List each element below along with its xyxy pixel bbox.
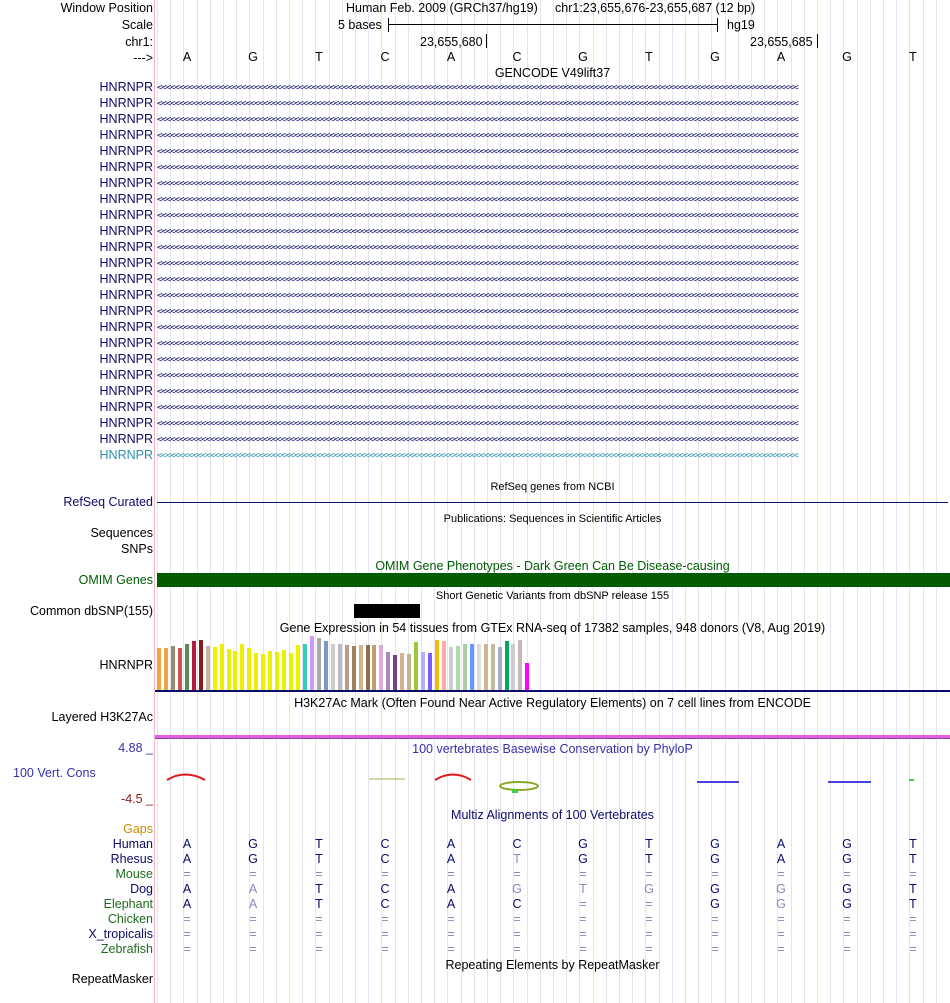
aligned-base: =	[513, 867, 521, 881]
gencode-transcript-label[interactable]: HNRNPR	[99, 416, 153, 430]
aligned-base: =	[843, 927, 851, 941]
phylop-min: -4.5 _	[121, 792, 153, 806]
gencode-transcript-line[interactable]: <<<<<<<<<<<<<<<<<<<<<<<<<<<<<<<<<<<<<<<<<<<<<<<<<<<<<<<<<<<<<<<<<<<<<<<<<<<<<<<<<<<<<<<<<<<<<<<<<<<<<<<<<<<<<<<<<<<<<<<<<<<<<<<<<<<<<<<<<<<<<<<<<	[157, 99, 798, 109]
aligned-base: =	[447, 912, 455, 926]
gtex-tissue-bar[interactable]	[511, 644, 515, 690]
aligned-base: =	[645, 867, 653, 881]
aligned-base: =	[711, 942, 719, 956]
gtex-tissue-bar[interactable]	[379, 645, 383, 690]
gencode-transcript-label[interactable]: HNRNPR	[99, 240, 153, 254]
gtex-tissue-bar[interactable]	[407, 654, 411, 690]
gtex-tissue-bar[interactable]	[220, 644, 224, 690]
gtex-tissue-bar[interactable]	[240, 644, 244, 690]
aligned-base: =	[645, 897, 653, 911]
gencode-transcript-line[interactable]: <<<<<<<<<<<<<<<<<<<<<<<<<<<<<<<<<<<<<<<<<<<<<<<<<<<<<<<<<<<<<<<<<<<<<<<<<<<<<<<<<<<<<<<<<<<<<<<<<<<<<<<<<<<<<<<<<<<<<<<<<<<<<<<<<<<<<<<<<<<<<<<<<	[157, 163, 798, 173]
gencode-transcript-line[interactable]: <<<<<<<<<<<<<<<<<<<<<<<<<<<<<<<<<<<<<<<<<<<<<<<<<<<<<<<<<<<<<<<<<<<<<<<<<<<<<<<<<<<<<<<<<<<<<<<<<<<<<<<<<<<<<<<<<<<<<<<<<<<<<<<<<<<<<<<<<<<<<<<<<	[157, 419, 798, 429]
omim-label[interactable]: OMIM Genes	[78, 573, 153, 587]
gtex-tissue-bar[interactable]	[303, 644, 307, 690]
aligned-base: C	[512, 897, 522, 911]
gencode-transcript-line[interactable]: <<<<<<<<<<<<<<<<<<<<<<<<<<<<<<<<<<<<<<<<<<<<<<<<<<<<<<<<<<<<<<<<<<<<<<<<<<<<<<<<<<<<<<<<<<<<<<<<<<<<<<<<<<<<<<<<<<<<<<<<<<<<<<<<<<<<<<<<<<<<<<<<<	[157, 83, 798, 93]
aligned-base: =	[381, 942, 389, 956]
aligned-base: G	[842, 882, 852, 896]
aligned-base: A	[248, 882, 258, 896]
gtex-baseline	[155, 690, 950, 692]
aligned-base: =	[777, 927, 785, 941]
gtex-tissue-bar[interactable]	[185, 644, 189, 690]
pubs-label-snps[interactable]: SNPs	[121, 542, 153, 556]
aligned-base: =	[909, 912, 917, 926]
multiz-title: Multiz Alignments of 100 Vertebrates	[451, 808, 654, 822]
gencode-transcript-line[interactable]: <<<<<<<<<<<<<<<<<<<<<<<<<<<<<<<<<<<<<<<<<<<<<<<<<<<<<<<<<<<<<<<<<<<<<<<<<<<<<<<<<<<<<<<<<<<<<<<<<<<<<<<<<<<<<<<<<<<<<<<<<<<<<<<<<<<<<<<<<<<<<<<<<	[157, 403, 798, 413]
aligned-base: A	[182, 882, 192, 896]
aligned-base: T	[909, 837, 917, 851]
aligned-base: G	[776, 882, 786, 896]
position-tick-label-1: 23,655,680	[420, 35, 483, 49]
aligned-base: =	[579, 942, 587, 956]
aligned-base: =	[909, 927, 917, 941]
aligned-base: T	[315, 852, 323, 866]
phylop-dip	[500, 782, 538, 790]
base-letter: A	[776, 50, 786, 64]
aligned-base: =	[447, 927, 455, 941]
gencode-title: GENCODE V49lift37	[494, 66, 611, 80]
gtex-tissue-bar[interactable]	[275, 652, 279, 690]
gtex-tissue-bar[interactable]	[192, 641, 196, 690]
gencode-transcript-line[interactable]: <<<<<<<<<<<<<<<<<<<<<<<<<<<<<<<<<<<<<<<<<<<<<<<<<<<<<<<<<<<<<<<<<<<<<<<<<<<<<<<<<<<<<<<<<<<<<<<<<<<<<<<<<<<<<<<<<<<<<<<<<<<<<<<<<<<<<<<<<<<<<<<<<	[157, 387, 798, 397]
gtex-tissue-bar[interactable]	[164, 648, 168, 690]
gencode-transcript-label[interactable]: HNRNPR	[99, 448, 153, 462]
aligned-base: =	[777, 912, 785, 926]
aligned-base: =	[843, 912, 851, 926]
gencode-transcript-label[interactable]: HNRNPR	[99, 432, 153, 446]
aligned-base: =	[447, 867, 455, 881]
gtex-tissue-bar[interactable]	[505, 641, 509, 690]
gencode-transcript-line[interactable]: <<<<<<<<<<<<<<<<<<<<<<<<<<<<<<<<<<<<<<<<<<<<<<<<<<<<<<<<<<<<<<<<<<<<<<<<<<<<<<<<<<<<<<<<<<<<<<<<<<<<<<<<<<<<<<<<<<<<<<<<<<<<<<<<<<<<<<<<<<<<<<<<<	[157, 435, 798, 445]
phylop-title: 100 vertebrates Basewise Conservation by PhyloP	[412, 742, 693, 756]
aligned-base: T	[645, 837, 653, 851]
gtex-tissue-bar[interactable]	[268, 651, 272, 690]
aligned-base: G	[644, 882, 654, 896]
aligned-base: A	[182, 837, 192, 851]
aligned-base: T	[315, 882, 323, 896]
aligned-base: A	[776, 837, 786, 851]
repeat-title: Repeating Elements by RepeatMasker	[445, 958, 660, 972]
phylop-peak-1	[167, 775, 205, 781]
base-letter: G	[842, 50, 852, 64]
gtex-tissue-bar[interactable]	[498, 647, 502, 690]
gencode-transcript-line[interactable]: <<<<<<<<<<<<<<<<<<<<<<<<<<<<<<<<<<<<<<<<<<<<<<<<<<<<<<<<<<<<<<<<<<<<<<<<<<<<<<<<<<<<<<<<<<<<<<<<<<<<<<<<<<<<<<<<<<<<<<<<<<<<<<<<<<<<<<<<<<<<<<<<<	[157, 451, 798, 461]
aligned-base: =	[513, 912, 521, 926]
aligned-base: =	[183, 912, 191, 926]
aligned-base: C	[380, 897, 390, 911]
position-readout: chr1:23,655,676-23,655,687 (12 bp)	[555, 1, 756, 15]
gencode-transcript-label[interactable]: HNRNPR	[99, 192, 153, 206]
aligned-base: =	[315, 867, 323, 881]
omim-title: OMIM Gene Phenotypes - Dark Green Can Be Disease-causing	[375, 559, 730, 573]
aligned-base: C	[380, 837, 390, 851]
gtex-tissue-bar[interactable]	[463, 644, 467, 690]
label-divider	[154, 0, 155, 1003]
species-label[interactable]: Zebrafish	[100, 942, 153, 956]
aligned-base: G	[710, 897, 720, 911]
aligned-base: =	[315, 912, 323, 926]
dbsnp-label[interactable]: Common dbSNP(155)	[30, 604, 153, 618]
gencode-transcript-line[interactable]: <<<<<<<<<<<<<<<<<<<<<<<<<<<<<<<<<<<<<<<<<<<<<<<<<<<<<<<<<<<<<<<<<<<<<<<<<<<<<<<<<<<<<<<<<<<<<<<<<<<<<<<<<<<<<<<<<<<<<<<<<<<<<<<<<<<<<<<<<<<<<<<<<	[157, 355, 798, 365]
gtex-tissue-bar[interactable]	[213, 647, 217, 690]
aligned-base: =	[777, 942, 785, 956]
pubs-label-sequences[interactable]: Sequences	[90, 526, 153, 540]
phylop-label[interactable]: 100 Vert. Cons	[13, 766, 96, 780]
gencode-transcript-line[interactable]: <<<<<<<<<<<<<<<<<<<<<<<<<<<<<<<<<<<<<<<<<<<<<<<<<<<<<<<<<<<<<<<<<<<<<<<<<<<<<<<<<<<<<<<<<<<<<<<<<<<<<<<<<<<<<<<<<<<<<<<<<<<<<<<<<<<<<<<<<<<<<<<<<	[157, 259, 798, 269]
aligned-base: =	[579, 912, 587, 926]
scale-label: Scale	[121, 18, 153, 32]
aligned-base: A	[446, 897, 456, 911]
aligned-base: G	[842, 897, 852, 911]
aligned-base: =	[579, 867, 587, 881]
refseq-line[interactable]	[157, 502, 948, 503]
gencode-transcript-line[interactable]: <<<<<<<<<<<<<<<<<<<<<<<<<<<<<<<<<<<<<<<<<<<<<<<<<<<<<<<<<<<<<<<<<<<<<<<<<<<<<<<<<<<<<<<<<<<<<<<<<<<<<<<<<<<<<<<<<<<<<<<<<<<<<<<<<<<<<<<<<<<<<<<<<	[157, 339, 798, 349]
gencode-transcript-label[interactable]: HNRNPR	[99, 96, 153, 110]
aligned-base: G	[710, 882, 720, 896]
gencode-transcript-line[interactable]: <<<<<<<<<<<<<<<<<<<<<<<<<<<<<<<<<<<<<<<<<<<<<<<<<<<<<<<<<<<<<<<<<<<<<<<<<<<<<<<<<<<<<<<<<<<<<<<<<<<<<<<<<<<<<<<<<<<<<<<<<<<<<<<<<<<<<<<<<<<<<<<<<	[157, 307, 798, 317]
gencode-transcript-label[interactable]: HNRNPR	[99, 160, 153, 174]
h3k27-title: H3K27Ac Mark (Often Found Near Active Regulatory Elements) on 7 cell lines from ENCODE	[294, 696, 811, 710]
aligned-base: G	[248, 852, 258, 866]
aligned-base: =	[513, 927, 521, 941]
aligned-base: C	[380, 852, 390, 866]
base-letter: G	[710, 50, 720, 64]
aligned-base: T	[513, 852, 521, 866]
gencode-transcript-label[interactable]: HNRNPR	[99, 368, 153, 382]
aligned-base: =	[909, 942, 917, 956]
gencode-transcript-line[interactable]: <<<<<<<<<<<<<<<<<<<<<<<<<<<<<<<<<<<<<<<<<<<<<<<<<<<<<<<<<<<<<<<<<<<<<<<<<<<<<<<<<<<<<<<<<<<<<<<<<<<<<<<<<<<<<<<<<<<<<<<<<<<<<<<<<<<<<<<<<<<<<<<<<	[157, 227, 798, 237]
aligned-base: =	[843, 942, 851, 956]
gencode-transcript-label[interactable]: HNRNPR	[99, 384, 153, 398]
gencode-transcript-line[interactable]: <<<<<<<<<<<<<<<<<<<<<<<<<<<<<<<<<<<<<<<<<<<<<<<<<<<<<<<<<<<<<<<<<<<<<<<<<<<<<<<<<<<<<<<<<<<<<<<<<<<<<<<<<<<<<<<<<<<<<<<<<<<<<<<<<<<<<<<<<<<<<<<<<	[157, 291, 798, 301]
gtex-tissue-bar[interactable]	[296, 645, 300, 690]
gtex-tissue-bar[interactable]	[400, 653, 404, 690]
aligned-base: =	[579, 927, 587, 941]
aligned-base: T	[645, 852, 653, 866]
aligned-base: G	[842, 852, 852, 866]
aligned-base: T	[909, 897, 917, 911]
gtex-tissue-bar[interactable]	[233, 651, 237, 690]
pubs-title: Publications: Sequences in Scientific Articles	[443, 513, 662, 525]
species-label[interactable]: Dog	[130, 882, 153, 896]
aligned-base: A	[446, 837, 456, 851]
species-label[interactable]: X_tropicalis	[88, 927, 153, 941]
base-letter: T	[909, 50, 917, 64]
aligned-base: A	[446, 882, 456, 896]
aligned-base: =	[843, 867, 851, 881]
omim-bar[interactable]	[157, 573, 950, 587]
aligned-base: G	[578, 837, 588, 851]
aligned-base: G	[578, 852, 588, 866]
aligned-base: =	[249, 912, 257, 926]
gtex-tissue-bar[interactable]	[324, 641, 328, 690]
gencode-transcript-label[interactable]: HNRNPR	[99, 128, 153, 142]
gencode-transcript-label[interactable]: HNRNPR	[99, 304, 153, 318]
gtex-tissue-bar[interactable]	[157, 648, 161, 690]
gtex-tissue-bar[interactable]	[525, 663, 529, 690]
repeat-label[interactable]: RepeatMasker	[71, 972, 153, 986]
gtex-tissue-bar[interactable]	[393, 655, 397, 690]
gencode-transcript-label[interactable]: HNRNPR	[99, 112, 153, 126]
phylop-max: 4.88 _	[118, 741, 153, 755]
species-label[interactable]: Human	[112, 837, 153, 851]
base-letter: G	[248, 50, 258, 64]
aligned-base: T	[579, 882, 587, 896]
aligned-base: =	[249, 927, 257, 941]
phylop-peak-2	[435, 775, 471, 781]
aligned-base: A	[248, 897, 258, 911]
gtex-tissue-bar[interactable]	[206, 646, 210, 690]
gtex-tissue-bar[interactable]	[345, 645, 349, 690]
gtex-tissue-bar[interactable]	[247, 648, 251, 690]
gtex-tissue-bar[interactable]	[421, 652, 425, 690]
aligned-base: =	[381, 927, 389, 941]
gencode-transcript-line[interactable]: <<<<<<<<<<<<<<<<<<<<<<<<<<<<<<<<<<<<<<<<<<<<<<<<<<<<<<<<<<<<<<<<<<<<<<<<<<<<<<<<<<<<<<<<<<<<<<<<<<<<<<<<<<<<<<<<<<<<<<<<<<<<<<<<<<<<<<<<<<<<<<<<<	[157, 179, 798, 189]
aligned-base: =	[315, 942, 323, 956]
base-letter: T	[645, 50, 653, 64]
gencode-transcript-label[interactable]: HNRNPR	[99, 336, 153, 350]
scale-bar	[388, 24, 718, 25]
scale-bar-right-tick	[717, 18, 718, 32]
gtex-tissue-bar[interactable]	[338, 644, 342, 690]
aligned-base: =	[645, 912, 653, 926]
gencode-transcript-line[interactable]: <<<<<<<<<<<<<<<<<<<<<<<<<<<<<<<<<<<<<<<<<<<<<<<<<<<<<<<<<<<<<<<<<<<<<<<<<<<<<<<<<<<<<<<<<<<<<<<<<<<<<<<<<<<<<<<<<<<<<<<<<<<<<<<<<<<<<<<<<<<<<<<<<	[157, 275, 798, 285]
phylop-dip-mark	[512, 789, 518, 793]
aligned-base: T	[909, 882, 917, 896]
aligned-base: =	[315, 927, 323, 941]
aligned-base: A	[182, 897, 192, 911]
aligned-base: A	[446, 852, 456, 866]
gtex-tissue-bar[interactable]	[317, 638, 321, 690]
gtex-tissue-bar[interactable]	[199, 640, 203, 690]
aligned-base: G	[710, 837, 720, 851]
dbsnp-title: Short Genetic Variants from dbSNP release 155	[435, 590, 670, 602]
gencode-transcript-line[interactable]: <<<<<<<<<<<<<<<<<<<<<<<<<<<<<<<<<<<<<<<<<<<<<<<<<<<<<<<<<<<<<<<<<<<<<<<<<<<<<<<<<<<<<<<<<<<<<<<<<<<<<<<<<<<<<<<<<<<<<<<<<<<<<<<<<<<<<<<<<<<<<<<<<	[157, 243, 798, 253]
species-label[interactable]: Elephant	[103, 897, 153, 911]
gtex-tissue-bar[interactable]	[331, 644, 335, 690]
gencode-transcript-label[interactable]: HNRNPR	[99, 256, 153, 270]
gencode-transcript-label[interactable]: HNRNPR	[99, 288, 153, 302]
aligned-base: T	[909, 852, 917, 866]
aligned-base: =	[249, 942, 257, 956]
dbsnp-variant-block[interactable]	[354, 604, 420, 618]
aligned-base: =	[183, 867, 191, 881]
position-tick-1	[486, 34, 487, 48]
species-label[interactable]: Chicken	[107, 912, 153, 926]
gtex-tissue-bar[interactable]	[227, 649, 231, 690]
gtex-tissue-bar[interactable]	[435, 640, 439, 690]
gencode-transcript-line[interactable]: <<<<<<<<<<<<<<<<<<<<<<<<<<<<<<<<<<<<<<<<<<<<<<<<<<<<<<<<<<<<<<<<<<<<<<<<<<<<<<<<<<<<<<<<<<<<<<<<<<<<<<<<<<<<<<<<<<<<<<<<<<<<<<<<<<<<<<<<<<<<<<<<<	[157, 371, 798, 381]
gencode-transcript-label[interactable]: HNRNPR	[99, 320, 153, 334]
db-name: hg19	[727, 18, 755, 32]
gtex-title: Gene Expression in 54 tissues from GTEx RNA-seq of 17382 samples, 948 donors (V8, Aug 2019)	[279, 621, 826, 635]
refseq-title: RefSeq genes from NCBI	[490, 481, 615, 493]
aligned-base: G	[710, 852, 720, 866]
base-letter: T	[315, 50, 323, 64]
aligned-base: =	[381, 912, 389, 926]
window-position-label: Window Position	[60, 1, 153, 15]
gtex-tissue-bar[interactable]	[491, 644, 495, 690]
gencode-transcript-label[interactable]: HNRNPR	[99, 400, 153, 414]
gencode-transcript-line[interactable]: <<<<<<<<<<<<<<<<<<<<<<<<<<<<<<<<<<<<<<<<<<<<<<<<<<<<<<<<<<<<<<<<<<<<<<<<<<<<<<<<<<<<<<<<<<<<<<<<<<<<<<<<<<<<<<<<<<<<<<<<<<<<<<<<<<<<<<<<<<<<<<<<<	[157, 115, 798, 125]
h3k27-label[interactable]: Layered H3K27Ac	[51, 710, 153, 724]
base-letter: C	[380, 50, 390, 64]
aligned-base: =	[645, 942, 653, 956]
gtex-tissue-bar[interactable]	[352, 646, 356, 690]
base-letter: A	[182, 50, 192, 64]
scale-bar-left-tick	[388, 18, 389, 32]
refseq-label[interactable]: RefSeq Curated	[63, 495, 153, 509]
gencode-transcript-label[interactable]: HNRNPR	[99, 352, 153, 366]
gencode-transcript-label[interactable]: HNRNPR	[99, 224, 153, 238]
gtex-tissue-bar[interactable]	[261, 654, 265, 690]
gtex-tissue-bar[interactable]	[178, 648, 182, 690]
aligned-base: =	[909, 867, 917, 881]
gtex-tissue-bar[interactable]	[372, 645, 376, 690]
species-label[interactable]: Rhesus	[110, 852, 153, 866]
gtex-tissue-bar[interactable]	[282, 650, 286, 690]
aligned-base: =	[777, 867, 785, 881]
aligned-base: =	[381, 867, 389, 881]
scale-text: 5 bases	[338, 18, 382, 32]
base-letter: G	[578, 50, 588, 64]
gtex-tissue-bar[interactable]	[477, 644, 481, 690]
gtex-tissue-bar[interactable]	[386, 652, 390, 690]
aligned-base: G	[842, 837, 852, 851]
gtex-tissue-bar[interactable]	[414, 642, 418, 690]
gencode-transcript-line[interactable]: <<<<<<<<<<<<<<<<<<<<<<<<<<<<<<<<<<<<<<<<<<<<<<<<<<<<<<<<<<<<<<<<<<<<<<<<<<<<<<<<<<<<<<<<<<<<<<<<<<<<<<<<<<<<<<<<<<<<<<<<<<<<<<<<<<<<<<<<<<<<<<<<<	[157, 323, 798, 333]
gencode-transcript-line[interactable]: <<<<<<<<<<<<<<<<<<<<<<<<<<<<<<<<<<<<<<<<<<<<<<<<<<<<<<<<<<<<<<<<<<<<<<<<<<<<<<<<<<<<<<<<<<<<<<<<<<<<<<<<<<<<<<<<<<<<<<<<<<<<<<<<<<<<<<<<<<<<<<<<<	[157, 147, 798, 157]
phylop-plot[interactable]	[157, 768, 950, 798]
position-tick-2	[817, 34, 818, 48]
assembly-name: Human Feb. 2009 (GRCh37/hg19)	[346, 1, 538, 15]
gtex-tissue-bar[interactable]	[254, 653, 258, 690]
gtex-tissue-bar[interactable]	[518, 640, 522, 690]
aligned-base: =	[513, 942, 521, 956]
base-letter: C	[512, 50, 522, 64]
aligned-base: =	[249, 867, 257, 881]
aligned-base: G	[512, 882, 522, 896]
gencode-transcript-line[interactable]: <<<<<<<<<<<<<<<<<<<<<<<<<<<<<<<<<<<<<<<<<<<<<<<<<<<<<<<<<<<<<<<<<<<<<<<<<<<<<<<<<<<<<<<<<<<<<<<<<<<<<<<<<<<<<<<<<<<<<<<<<<<<<<<<<<<<<<<<<<<<<<<<<	[157, 131, 798, 141]
position-tick-label-2: 23,655,685	[750, 35, 813, 49]
aligned-base: C	[380, 882, 390, 896]
gtex-tissue-bar[interactable]	[310, 636, 314, 690]
aligned-base: T	[315, 897, 323, 911]
gencode-transcript-label[interactable]: HNRNPR	[99, 80, 153, 94]
aligned-base: =	[579, 897, 587, 911]
chr-label: chr1:	[125, 35, 153, 49]
gtex-tissue-bar[interactable]	[442, 641, 446, 690]
gtex-tissue-bar[interactable]	[449, 647, 453, 690]
aligned-base: =	[183, 927, 191, 941]
gtex-tissue-bar[interactable]	[171, 646, 175, 690]
gtex-tissue-bar[interactable]	[456, 646, 460, 690]
gencode-transcript-label[interactable]: HNRNPR	[99, 144, 153, 158]
gencode-transcript-line[interactable]: <<<<<<<<<<<<<<<<<<<<<<<<<<<<<<<<<<<<<<<<<<<<<<<<<<<<<<<<<<<<<<<<<<<<<<<<<<<<<<<<<<<<<<<<<<<<<<<<<<<<<<<<<<<<<<<<<<<<<<<<<<<<<<<<<<<<<<<<<<<<<<<<<	[157, 195, 798, 205]
aligned-base: C	[512, 837, 522, 851]
gtex-tissue-bar[interactable]	[359, 645, 363, 690]
gaps-label: Gaps	[123, 822, 153, 836]
aligned-base: =	[183, 942, 191, 956]
gtex-tissue-bar[interactable]	[484, 644, 488, 690]
aligned-base: G	[248, 837, 258, 851]
base-letter: A	[446, 50, 456, 64]
strand-label: --->	[133, 51, 153, 65]
gencode-transcript-label[interactable]: HNRNPR	[99, 208, 153, 222]
aligned-base: =	[711, 912, 719, 926]
aligned-base: A	[182, 852, 192, 866]
gtex-tissue-bar[interactable]	[428, 653, 432, 690]
gencode-transcript-label[interactable]: HNRNPR	[99, 272, 153, 286]
aligned-base: A	[776, 852, 786, 866]
aligned-base: =	[645, 927, 653, 941]
aligned-base: =	[711, 927, 719, 941]
aligned-base: =	[447, 942, 455, 956]
gtex-tissue-bar[interactable]	[470, 644, 474, 690]
species-label[interactable]: Mouse	[115, 867, 153, 881]
gencode-transcript-line[interactable]: <<<<<<<<<<<<<<<<<<<<<<<<<<<<<<<<<<<<<<<<<<<<<<<<<<<<<<<<<<<<<<<<<<<<<<<<<<<<<<<<<<<<<<<<<<<<<<<<<<<<<<<<<<<<<<<<<<<<<<<<<<<<<<<<<<<<<<<<<<<<<<<<<	[157, 211, 798, 221]
gtex-tissue-bar[interactable]	[289, 653, 293, 690]
aligned-base: G	[776, 897, 786, 911]
gtex-label[interactable]: HNRNPR	[99, 658, 153, 672]
gencode-transcript-label[interactable]: HNRNPR	[99, 176, 153, 190]
aligned-base: =	[711, 867, 719, 881]
gtex-tissue-bar[interactable]	[366, 645, 370, 690]
h3k27-baseline	[155, 738, 950, 739]
aligned-base: T	[315, 837, 323, 851]
gtex-bar-chart[interactable]	[157, 636, 537, 690]
